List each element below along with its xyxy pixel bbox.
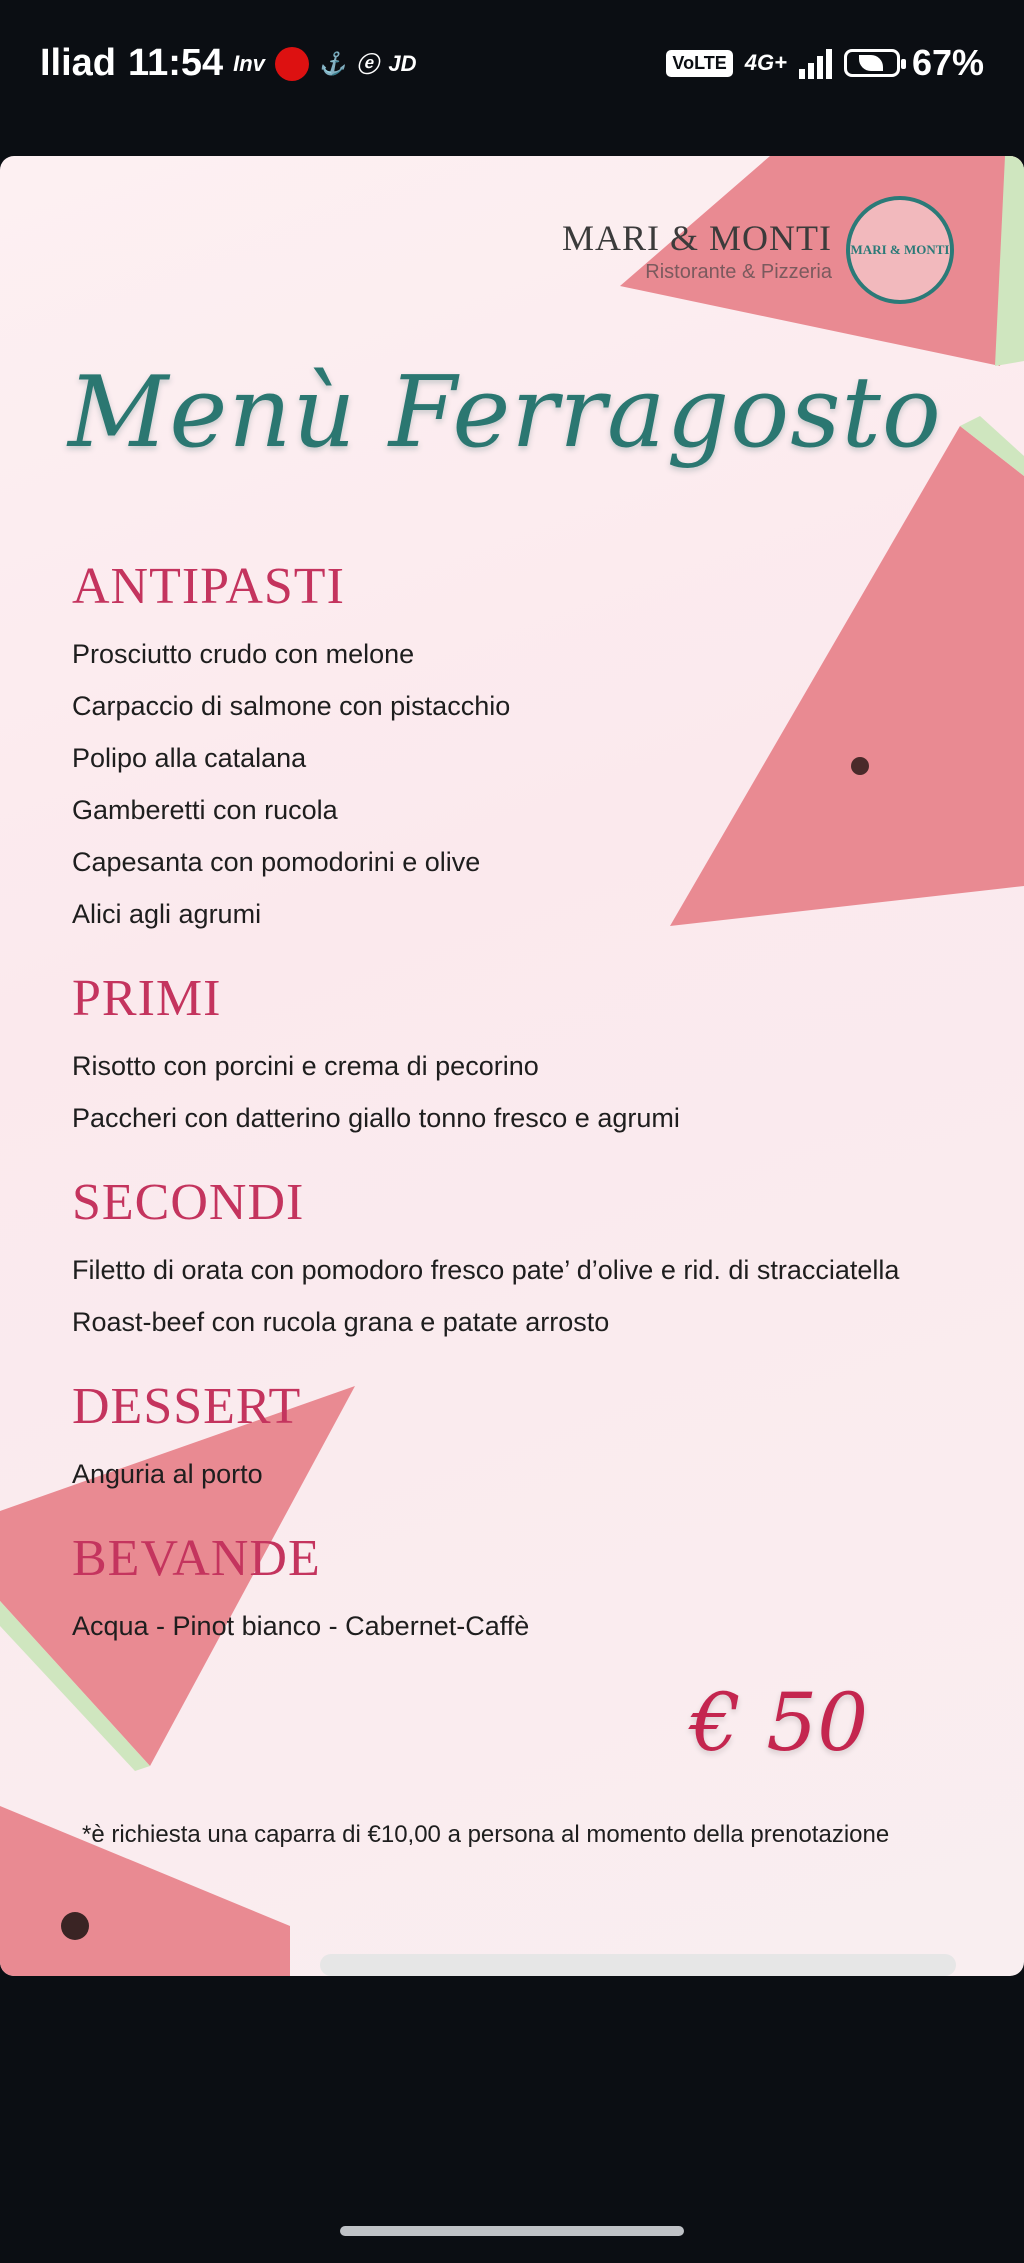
section-title: BEVANDE <box>72 1530 321 1587</box>
menu-item: Acqua - Pinot bianco - Cabernet-Caffè <box>72 1611 530 1641</box>
menu-item: Polipo alla catalana <box>72 743 307 773</box>
restaurant-logo <box>562 196 954 304</box>
battery-icon <box>844 49 900 77</box>
menu-item: Paccheri con datterino giallo tonno fresco e agrumi <box>72 1103 680 1133</box>
section-title: PRIMI <box>72 970 222 1027</box>
deposit-note: *è richiesta una caparra di €10,00 a persona al momento della prenotazione <box>82 1821 890 1848</box>
menu-item: Capesanta con pomodorini e olive <box>72 847 481 877</box>
section-antipasti <box>72 556 972 940</box>
clock: 11:54 <box>128 42 224 84</box>
section-title: DESSERT <box>72 1378 302 1435</box>
app-icon: ⓔ <box>356 52 379 77</box>
menu-item: Anguria al porto <box>72 1459 263 1489</box>
menu-item: Prosciutto crudo con melone <box>72 639 415 669</box>
status-left <box>40 42 416 85</box>
menu-list <box>72 556 972 1680</box>
carrier-name: Iliad <box>40 42 117 84</box>
home-indicator[interactable] <box>340 2226 684 2236</box>
jd-icon: JD <box>388 50 417 76</box>
logo-name: MARI & MONTI <box>562 217 832 258</box>
signal-icon <box>799 47 832 79</box>
menu-poster-image[interactable] <box>0 156 1024 1976</box>
network-label: 4G+ <box>744 50 787 75</box>
logo-badge: MARI & MONTI <box>846 196 954 304</box>
volte-badge: VoLTE <box>666 50 732 77</box>
section-secondi <box>72 1172 972 1348</box>
menu-price: € 50 <box>690 1676 869 1769</box>
notification-inv-icon: Inv <box>233 50 265 76</box>
red-badge-icon <box>275 47 309 81</box>
menu-item: Filetto di orata con pomodoro fresco pate’ d’olive e rid. di stracciatella <box>72 1255 900 1285</box>
menu-item: Alici agli agrumi <box>72 899 262 929</box>
section-title: SECONDI <box>72 1174 305 1231</box>
status-bar <box>0 0 1024 130</box>
app-icon: ⚓ <box>318 50 347 76</box>
scroll-indicator[interactable] <box>320 1954 956 1976</box>
section-dessert <box>72 1376 972 1500</box>
menu-item: Risotto con porcini e crema di pecorino <box>72 1051 539 1081</box>
menu-title: Menù Ferragosto <box>68 356 942 470</box>
section-bevande <box>72 1528 972 1652</box>
menu-item: Carpaccio di salmone con pistacchio <box>72 691 511 721</box>
menu-item: Roast-beef con rucola grana e patate arrosto <box>72 1307 610 1337</box>
section-primi <box>72 968 972 1144</box>
status-right <box>666 42 984 84</box>
section-title: ANTIPASTI <box>72 558 345 615</box>
battery-percent: 67% <box>911 42 984 83</box>
logo-subtitle: Ristorante & Pizzeria <box>645 260 832 283</box>
menu-item: Gamberetti con rucola <box>72 795 338 825</box>
